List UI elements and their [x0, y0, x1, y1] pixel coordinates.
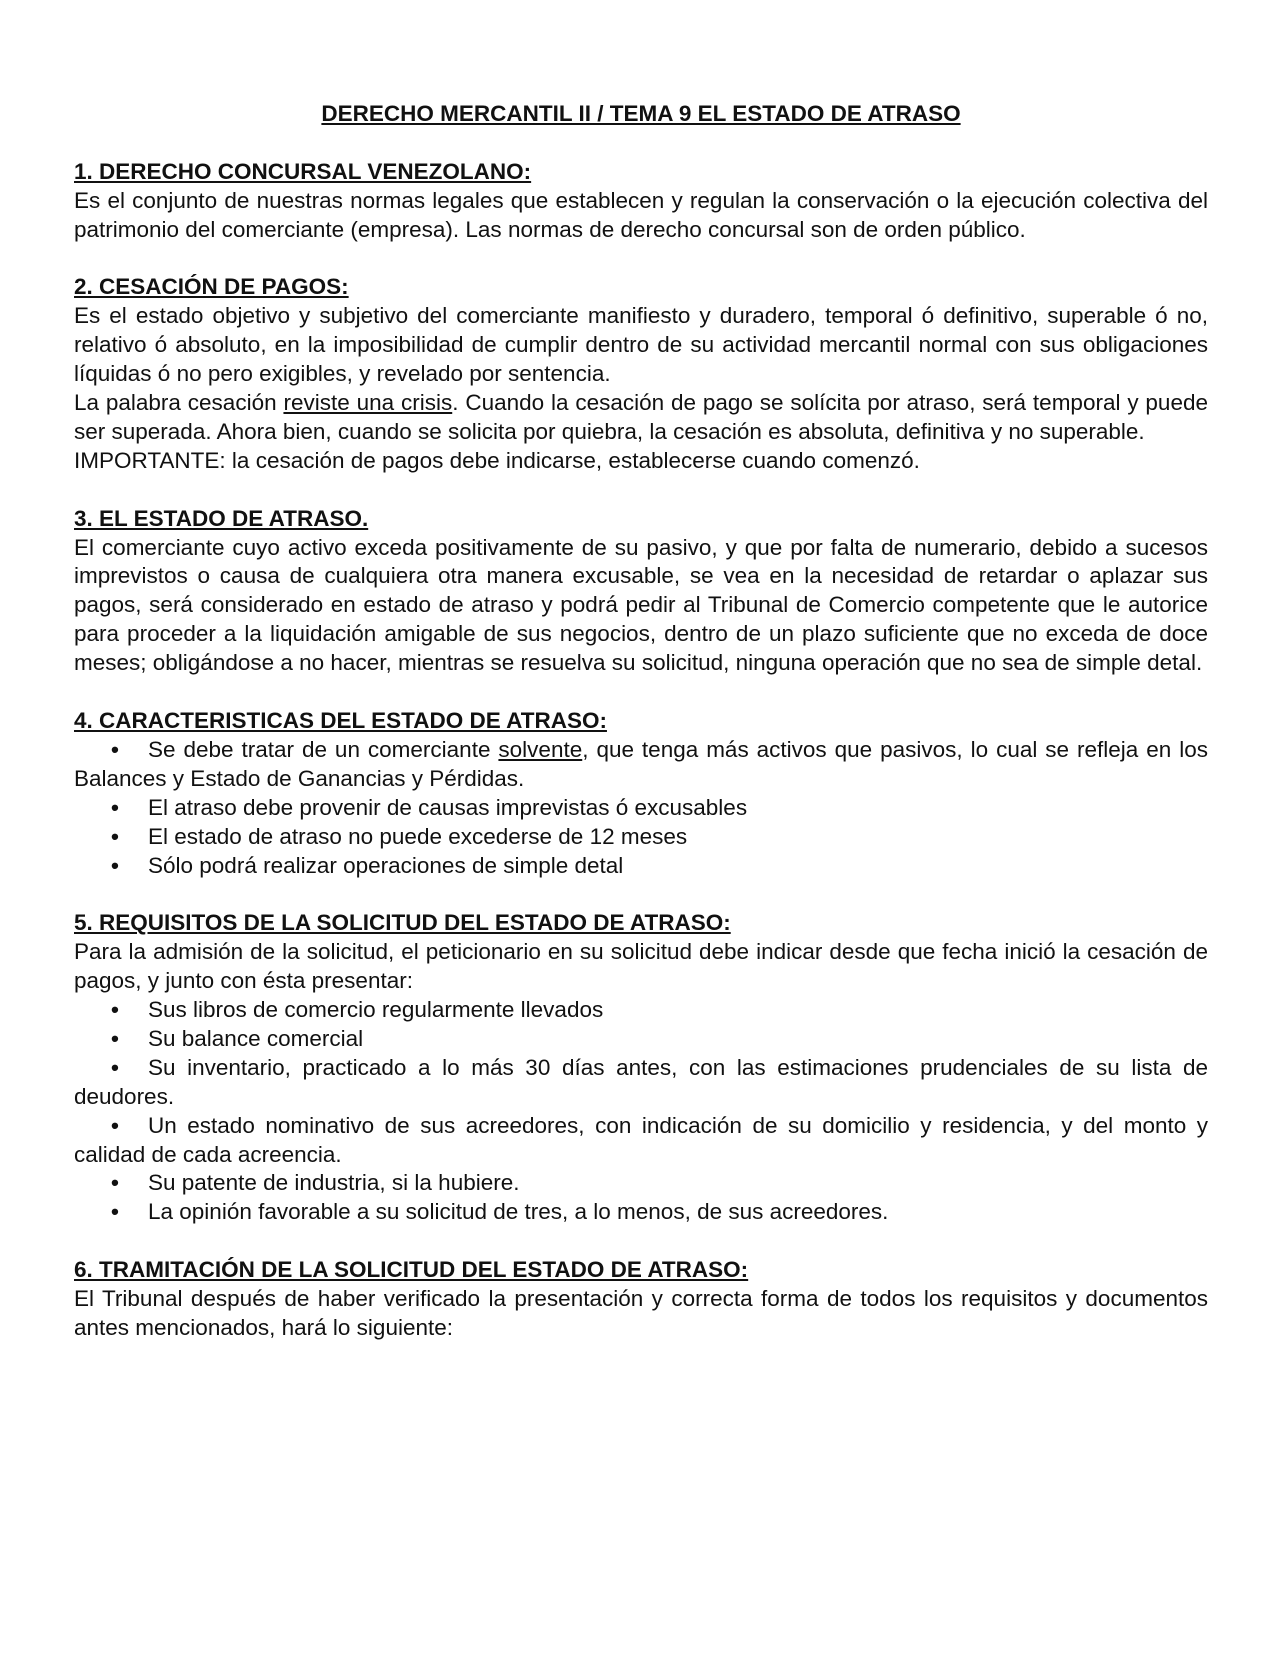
section-derecho-concursal [74, 158, 1208, 245]
list-item [74, 1025, 1208, 1054]
bullet-icon: • [111, 852, 119, 878]
list-item-text: Un estado nominativo de sus acreedores, con indicación de su domicilio y residencia, y del monto y calidad de cada acreencia. [74, 1112, 1208, 1167]
bullet-icon: • [111, 1199, 119, 1225]
paragraph: El comerciante cuyo activo exceda positivamente de su pasivo, y que por falta de numerario, debido a sucesos imprevistos o causa de cualquiera otra manera excusable, se vea en la necesidad de retardar o aplazar sus pagos, será considerado en estado de atraso y podrá pedir al Tribunal de Comercio competente que le autorice para proceder a la liquidación amigable de sus negocios, dentro de un plazo suficiente que no exceda de doce meses; obligándose a no hacer, mientras se resuelva su solicitud, ninguna operación que no sea de simple detal. [74, 534, 1208, 676]
bullet-icon: • [111, 1054, 119, 1080]
section-estado-de-atraso [74, 505, 1208, 678]
list-item [74, 852, 1208, 881]
underlined-text: reviste una crisis [283, 390, 453, 416]
paragraph: Es el estado objetivo y subjetivo del comerciante manifiesto y duradero, temporal ó definitivo, superable ó no, relativo ó absoluto, en la imposibilidad de cumplir dentro de su actividad mercantil normal con sus obligaciones líquidas ó no pero exigibles, y revelado por sentencia. [74, 303, 1208, 387]
bullet-list [74, 736, 1208, 881]
text-run: La palabra cesación [74, 390, 284, 416]
bullet-list [74, 996, 1208, 1227]
list-item [74, 823, 1208, 852]
list-item-text: El atraso debe provenir de causas imprevistas ó excusables [148, 794, 748, 820]
bullet-icon: • [111, 823, 119, 849]
bullet-icon: • [111, 997, 119, 1023]
section-caracteristicas [74, 707, 1208, 880]
list-item-text: Su balance comercial [148, 1025, 364, 1051]
list-item [74, 996, 1208, 1025]
section-cesacion-de-pagos [74, 273, 1208, 475]
list-item [74, 1169, 1208, 1198]
section-requisitos [74, 909, 1208, 1227]
list-item-text: El estado de atraso no puede excederse de 12 meses [148, 823, 688, 849]
paragraph: Para la admisión de la solicitud, el peticionario en su solicitud debe indicar desde que fecha inició la cesación de pagos, y junto con ésta presentar: [74, 939, 1208, 994]
paragraph [74, 389, 1208, 447]
underlined-text: solvente [498, 736, 583, 762]
list-item-text: Su patente de industria, si la hubiere. [148, 1170, 520, 1196]
important-note: IMPORTANTE: la cesación de pagos debe indicarse, establecerse cuando comenzó. [74, 447, 920, 473]
section-heading: 2. CESACIÓN DE PAGOS: [74, 274, 349, 300]
bullet-icon: • [111, 1025, 119, 1051]
paragraph: Es el conjunto de nuestras normas legales que establecen y regulan la conservación o la ejecución colectiva del patrimonio del comerciante (empresa). Las normas de derecho concursal son de orden público. [74, 187, 1208, 242]
list-item [74, 794, 1208, 823]
paragraph: El Tribunal después de haber verificado la presentación y correcta forma de todos los requisitos y documentos antes mencionados, hará lo siguiente: [74, 1286, 1208, 1340]
text-run: , que tenga más activos que pasivos, lo cual se refleja en los Balances y Estado de Ganancias y Pérdidas. [74, 736, 1208, 791]
list-item [74, 736, 1208, 794]
section-tramitacion [74, 1256, 1208, 1343]
list-item [74, 1198, 1208, 1227]
bullet-icon: • [111, 794, 119, 820]
list-item [74, 1054, 1208, 1112]
section-heading: 6. TRAMITACIÓN DE LA SOLICITUD DEL ESTADO DE ATRASO: [74, 1257, 749, 1283]
section-heading: 3. EL ESTADO DE ATRASO. [74, 505, 369, 531]
text-run: . Cuando la cesación de pago se solícita por atraso, será temporal y puede ser superada. Ahora bien, cuando se solicita por quiebra, la cesación es absoluta, definitiva y no superable. [74, 390, 1208, 444]
section-heading: 4. CARACTERISTICAS DEL ESTADO DE ATRASO: [74, 707, 607, 733]
list-item-text: La opinión favorable a su solicitud de tres, a lo menos, de sus acreedores. [148, 1199, 889, 1225]
text-run: Se debe tratar de un comerciante [148, 736, 499, 762]
bullet-icon: • [111, 1170, 119, 1196]
bullet-icon: • [111, 1112, 119, 1138]
section-heading: 1. DERECHO CONCURSAL VENEZOLANO: [74, 158, 532, 184]
document-title: DERECHO MERCANTIL II / TEMA 9 EL ESTADO DE ATRASO [321, 101, 961, 126]
list-item-text: Sus libros de comercio regularmente llevados [148, 997, 604, 1023]
list-item [74, 1112, 1208, 1170]
section-heading: 5. REQUISITOS DE LA SOLICITUD DEL ESTADO DE ATRASO: [74, 910, 731, 936]
bullet-icon: • [111, 736, 119, 762]
list-item-text: Sólo podrá realizar operaciones de simple detal [148, 852, 624, 878]
list-item-text: Su inventario, practicado a lo más 30 días antes, con las estimaciones prudenciales de su lista de deudores. [74, 1054, 1208, 1109]
